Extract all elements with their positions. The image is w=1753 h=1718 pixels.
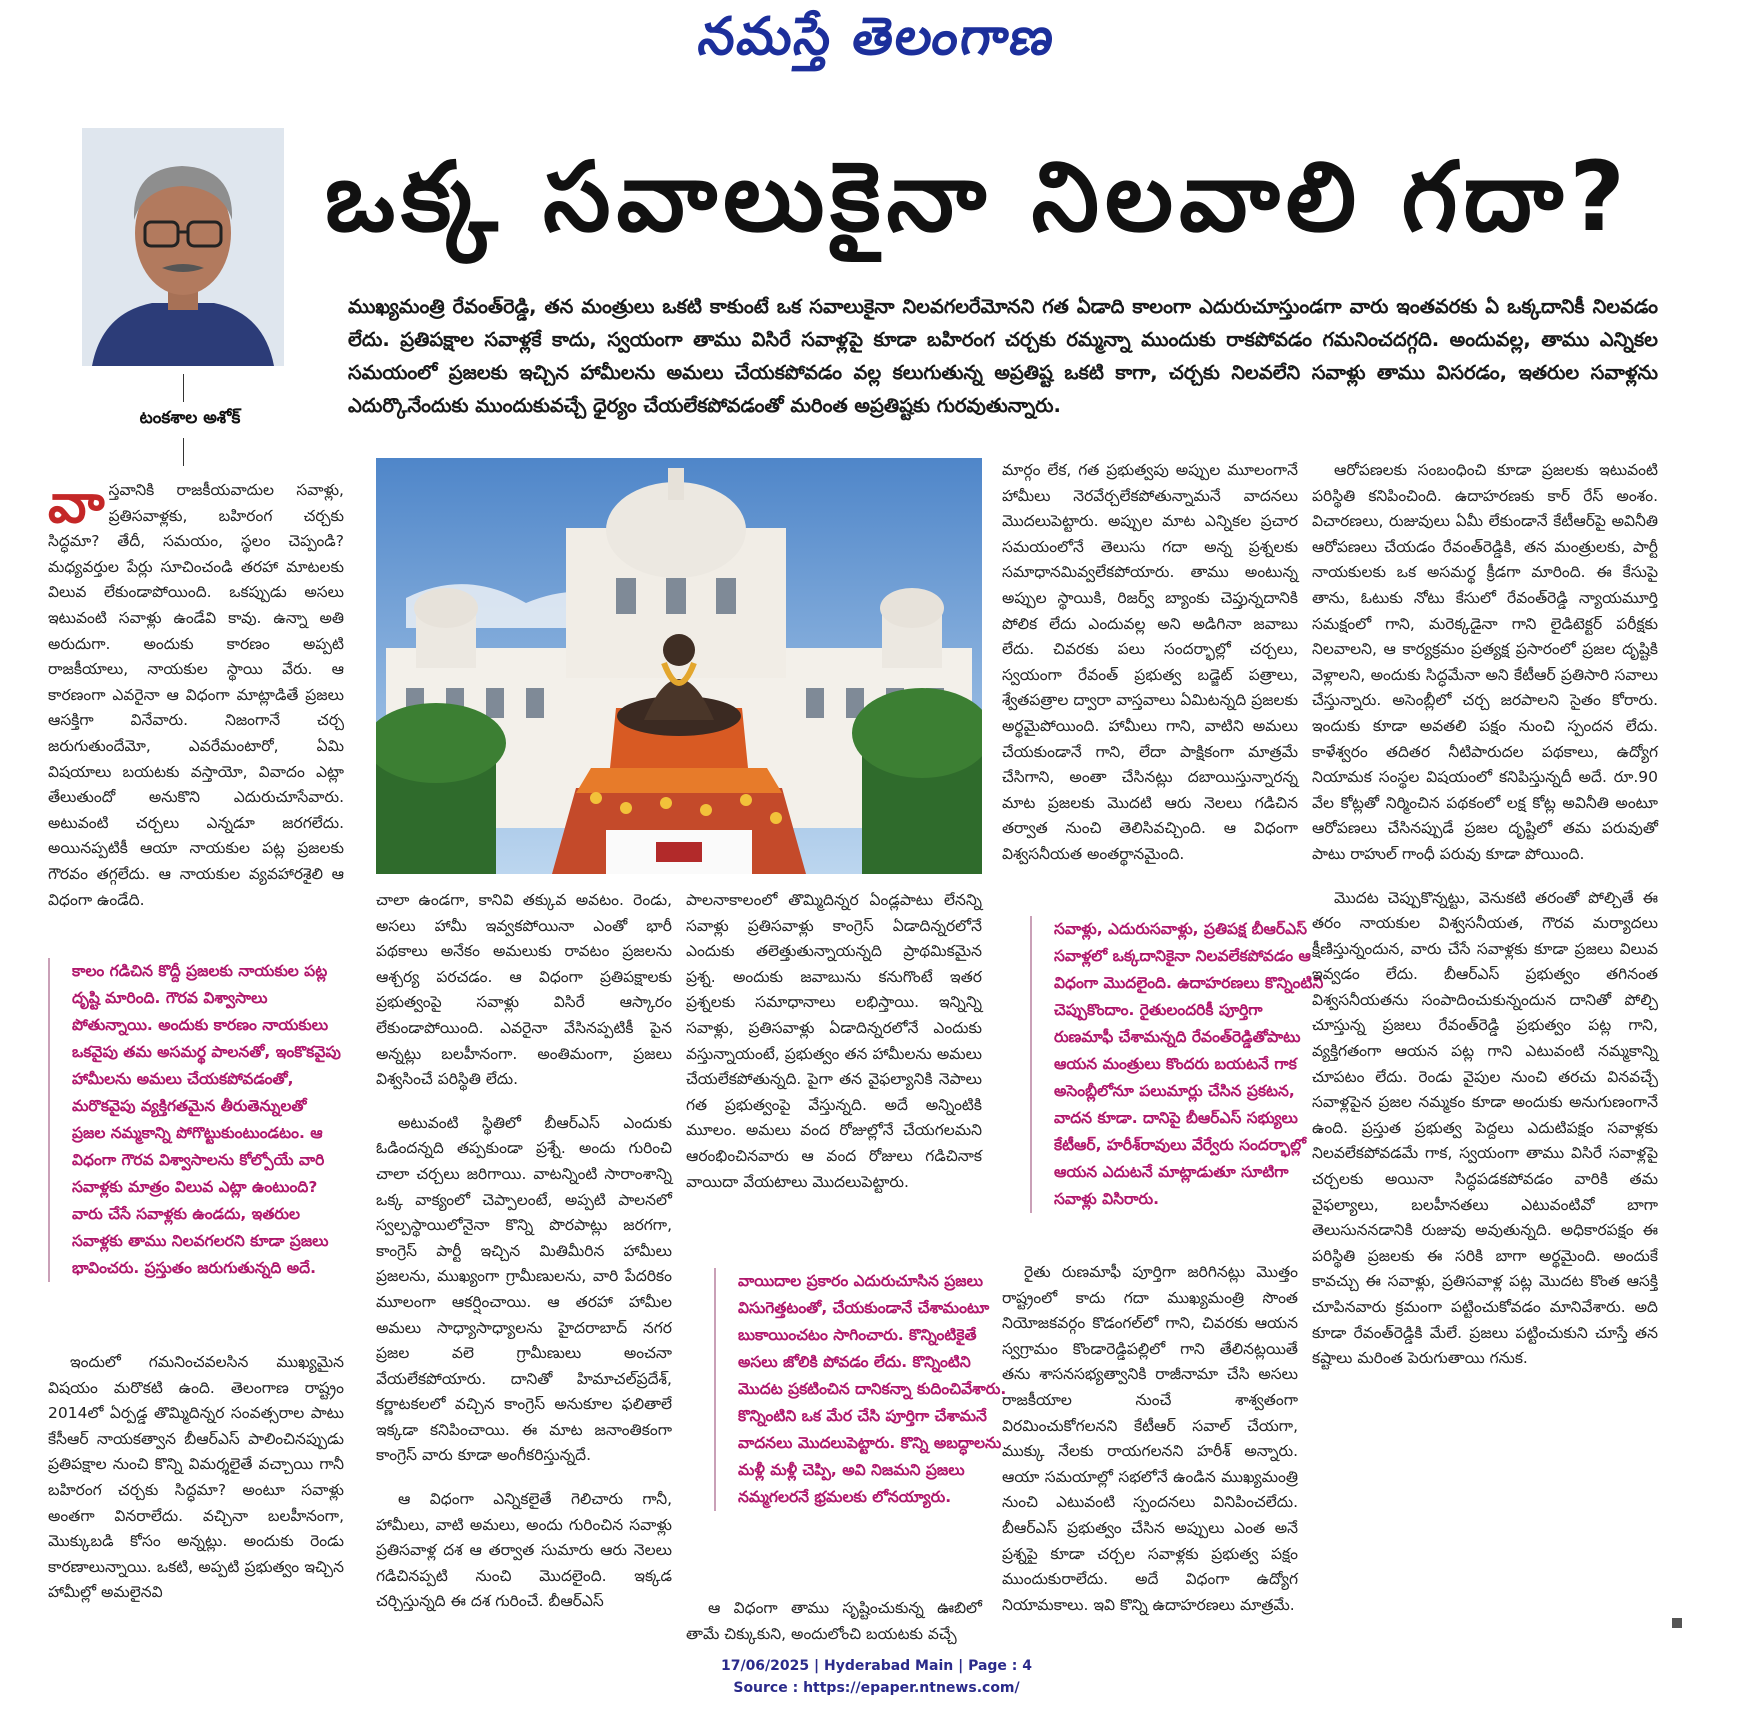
col1-paragraph-2: ఇందులో గమనించవలసిన ముఖ్యమైన విషయం మరొకటి ఉంది. తెలంగాణ రాష్ట్రం 2014లో ఏర్పడ్డ తొమ్మిదిన్నర సంవత్సరాల పాటు కేసీఆర్ నాయకత్వాన బీఆర్‌ఎస్ పాలించినప్పుడు ప్రతిపక్షాల నుంచి కొన్ని విమర్శలైతే వచ్చాయి గానీ బహిరంగ చర్చకు సిద్ధమా? అంటూ సవాళ్లు అంతగా వినరాలేదు. వచ్చినా బలహీనంగా, మొక్కుబడి కోసం అన్నట్లు. అందుకు రెండు కారణాలున్నాయి. ఒకటి, అప్పటి ప్రభుత్వం ఇచ్చిన హామీల్లో అమలైనవి	[48, 1353, 344, 1602]
intro-paragraph: ముఖ్యమంత్రి రేవంత్‌రెడ్డి, తన మంత్రులు ఒకటి కాకుంటే ఒక సవాలుకైనా నిలవగలరేమోనని గత ఏడాది కాలంగా ఎదురుచూస్తుండగా వారు ఇంతవరకు ఏ ఒక్కదానికీ నిలవడం లేదు. ప్రతిపక్షాల సవాళ్లకే కాదు, స్వయంగా తాము విసిరే సవాళ్లపై కూడా బహిరంగ చర్చకు రమ్మన్నా ముందుకు రాకపోవడం గమనించదగ్గది. అందువల్ల, తాము ఎన్నికల సమయంలో ప్రజలకు ఇచ్చిన హామీలను అమలు చేయకపోవడం వల్ల కలుగుతున్న అప్రతిష్ట ఒకటి కాగా, చర్చకు నిలవలేని సవాళ్లు తాము విసరడం, ఇతరుల సవాళ్లను ఎదుర్కొనేందుకు ముందుకువచ్చే ధైర్యం చేయలేకపోవడంతో మరింత అప్రతిష్టకు గురవుతున్నారు.	[348, 295, 1658, 417]
col2-paragraph-3: ఆ విధంగా ఎన్నికలైతే గెలిచారు గానీ, హామీలు, వాటి అమలు, అందు గురించిన సవాళ్లు ప్రతిసవాళ్ల దశ ఆ తర్వాత సుమారు ఆరు నెలలు గడిచినప్పటి నుంచి మొదలైంది. ఇక్కడ చర్చిస్తున్నది ఈ దశ గురించే. బీఆర్‌ఎస్	[376, 1490, 672, 1611]
column-1	[48, 472, 344, 931]
author-byline: టంకశాల అశోక్	[139, 408, 241, 428]
author-portrait-illustration	[82, 128, 284, 366]
col3-paragraph-1: పాలనాకాలంలో తొమ్మిదిన్నర ఏండ్లపాటు లేనన్ని సవాళ్లు ప్రతిసవాళ్లు కాంగ్రెస్ ఏడాదిన్నరలోనే ఎందుకు తలెత్తుతున్నాయన్నది ప్రాథమికమైన ప్రశ్న. అందుకు జవాబును కనుగొంటే ఇతర ప్రశ్నలకు సమాధానాలు లభిస్తాయి. ఇన్నిన్ని సవాళ్లు, ప్రతిసవాళ్లు ఏడాదిన్నరలోనే ఎందుకు వస్తున్నాయంటే, ప్రభుత్వం తన హామీలను అమలు చేయలేకపోతున్నది. పైగా తన వైఫల్యానికి నెపాలు గత ప్రభుత్వంపై వేస్తున్నది. అదే అన్నింటికి మూలం. అమలు వంద రోజుల్లోనే చేయగలమని ఆరంభించినవారు ఆ వంద రోజులు గడిచినాక వాయిదా వేయటాలు మొదలుపెట్టారు.	[686, 891, 982, 1191]
drop-cap: వా	[48, 472, 105, 535]
pull-quote-4: సవాళ్లు, ఎదురుసవాళ్లు, ప్రతిపక్ష బీఆర్‌ఎస్ సవాళ్లలో ఒక్కదానికైనా నిలవలేకపోవడం ఆ విధంగా మొదలైంది. ఉదాహరణలు కొన్నింటిని చెప్పుకొందాం. రైతులందరికీ పూర్తిగా రుణమాఫీ చేశామన్నది రేవంత్‌రెడ్డితోపాటు ఆయన మంత్రులు కొందరు బయటనే గాక అసెంబ్లీలోనూ పలుమార్లు చేసిన ప్రకటన, వాదన కూడా. దానిపై బీఆర్‌ఎస్ సభ్యులు కేటీఆర్, హరీశ్‌రావులు వేర్వేరు సందర్భాల్లో ఆయన ఎదుటనే మాట్లాడుతూ సూటిగా సవాళ్లు విసిరారు.	[1030, 916, 1324, 1213]
column-2	[376, 888, 672, 1633]
masthead	[0, 0, 1753, 82]
masthead-title: నమస్తే తెలంగాణ	[694, 6, 1061, 67]
pull-quote-3: వాయిదాల ప్రకారం ఎదురుచూసిన ప్రజలు విసుగెత్తటంతో, చేయకుండానే చేశామంటూ బుకాయించటం సాగించారు. కొన్నింటికైతే అసలు జోలికి పోవడం లేదు. కొన్నింటిని మొదట ప్రకటించిన దానికన్నా కుదించివేశారు. కొన్నింటిని ఒక మేర చేసి పూర్తిగా చేశామనే వాదనలు మొదలుపెట్టారు. కొన్ని అబద్ధాలను మళ్లీ మళ్లీ చెప్పి, అవి నిజమని ప్రజలు నమ్మగలరనే భ్రమలకు లోనయ్యారు.	[714, 1268, 1008, 1511]
author-photo	[82, 128, 284, 366]
column-1-continued	[48, 1350, 344, 1624]
col5-paragraph-2: మొదట చెప్పుకొన్నట్టు, వెనుకటి తరంతో పోల్చితే ఈ తరం నాయకుల విశ్వసనీయత, గౌరవ మర్యాదలు క్షీణిస్తున్నందున, వారు చేసే సవాళ్లకు కూడా ప్రజలు విలువ ఇవ్వడం లేదు. బీఆర్‌ఎస్ ప్రభుత్వం తగినంత విశ్వసనీయతను సంపాదించుకున్నందున దానితో పోల్చి చూస్తున్న ప్రజలు రేవంత్‌రెడ్డి ప్రభుత్వం పట్ల గాని, వ్యక్తిగతంగా ఆయన పట్ల గాని ఎటువంటి నమ్మకాన్ని చూపటం లేదు. రెండు వైపుల నుంచి తరచు వినవచ్చే సవాళ్లపైన ప్రజల నమ్మకం కూడా అందుకు అనుగుణంగానే ఉంది. ప్రస్తుత ప్రభుత్వ పెద్దలు ఎదుటిపక్షం సవాళ్లకు నిలవలేకపోవడమే గాక, స్వయంగా తాము విసిరే సవాళ్లపై చర్చలకు అయినా సిద్ధపడకపోవడం వారికి తమ వైఫల్యాలు, బలహీనతలు ఎటువంటివో బాగా తెలుసుననడానికి రుజువు అవుతున్నది. అధికారపక్షం ఈ పరిస్థితి ప్రజలకు ఈ సరికి బాగా అర్థమైంది. అందుకే కావచ్చు ఈ సవాళ్లు, ప్రతిసవాళ్ల పట్ల మొదట కొంత ఆసక్తి చూపినవారు క్రమంగా పట్టించుకోవడం మానివేశారు. అది కూడా రేవంత్‌రెడ్డికి మేలే. ప్రజలు పట్టించుకుని చూస్తే తన కష్టాలు మరింత పెరుగుతాయి గనుక.	[1312, 888, 1658, 1368]
col4-paragraph-2: రైతు రుణమాఫీ పూర్తిగా జరిగినట్లు మొత్తం రాష్ట్రంలో కాదు గదా ముఖ్యమంత్రి సొంత నియోజకవర్గం కొడంగల్‌లో గాని, చివరకు ఆయన స్వగ్రామం కొండారెడ్డిపల్లిలో గాని తేలినట్లయితే తను శాసనసభ్యత్వానికి రాజీనామా చేసి అసలు రాజకీయాల నుంచే శాశ్వతంగా విరమించుకోగలనని కేటీఆర్ సవాల్ చేయగా, ముక్కు నేలకు రాయగలనని హరీశ్ అన్నారు. ఆయా సమయాల్లో సభలోనే ఉండిన ముఖ్యమంత్రి నుంచి ఎటువంటి స్పందనలు వినిపించలేదు. బీఆర్‌ఎస్ ప్రభుత్వం చేసిన అప్పులు ఎంత అనే ప్రశ్నపై కూడా చర్చల సవాళ్లకు ప్రభుత్వ పక్షం ముందుకురాలేదు. అదే విధంగా ఉద్యోగ నియామకాలు. ఇవి కొన్ని ఉదాహరణలు మాత్రమే.	[1002, 1263, 1298, 1614]
page-footer	[0, 1655, 1753, 1699]
assembly-gandhi-photo	[376, 458, 982, 874]
pull-quote-1: కాలం గడిచిన కొద్దీ ప్రజలకు నాయకుల పట్ల దృష్టి మారింది. గౌరవ విశ్వాసాలు పోతున్నాయి. అందుకు కారణం నాయకులు ఒకవైపు తమ అసమర్థ పాలనతో, ఇంకొకవైపు హామీలను అమలు చేయకపోవడంతో, మరొకవైపు వ్యక్తిగతమైన తీరుతెన్నులతో ప్రజల నమ్మకాన్ని పోగొట్టుకుంటుండటం. ఆ విధంగా గౌరవ విశ్వాసాలను కోల్పోయే వారి సవాళ్లకు మాత్రం విలువ ఎట్లా ఉంటుంది? వారు చేసే సవాళ్లకు ఉండదు, ఇతరుల సవాళ్లకు తాము నిలవగలరని కూడా ప్రజలు భావించరు. ప్రస్తుతం జరుగుతున్నది అదే.	[48, 958, 342, 1282]
column-5	[1312, 458, 1658, 1390]
footer-date-edition: 17/06/2025 | Hyderabad Main | Page : 4	[720, 1658, 1033, 1674]
byline-rule-bottom	[183, 438, 184, 466]
col3-paragraph-2: ఆ విధంగా తాము సృష్టించుకున్న ఊబిలో తామే చిక్కుకుని, అందులోంచి బయటకు వచ్చే	[686, 1599, 982, 1643]
col4-paragraph-1: మార్గం లేక, గత ప్రభుత్వపు అప్పుల మూలంగానే హామీలు నెరవేర్చలేకపోతున్నామనే వాదనలు మొదలుపెట్టారు. అప్పుల మాట ఎన్నికల ప్రచార సమయంలోనే తెలుసు గదా అన్న ప్రశ్నలకు సమాధానమివ్వలేకపోయారు. తాము అంటున్న అప్పుల స్థాయికి, రిజర్వ్ బ్యాంకు చెప్తున్నదానికి పోలిక లేదు ఎందువల్ల అని అడిగినా జవాబు లేదు. చివరకు పలు సందర్భాల్లో చర్చలు, స్వయంగా రేవంత్ ప్రభుత్వ బడ్జెట్ పత్రాలు, శ్వేతపత్రాల ద్వారా వాస్తవాలు ఏమిటన్నది ప్రజలకు అర్థమైపోయింది. హామీలు గాని, వాటిని అమలు చేయకుండానే గాని, లేదా పాక్షికంగా మాత్రమే చేసిగాని, అంతా చేసినట్లు దబాయిస్తున్నారన్న మాట ప్రజలకు మొదటి ఆరు నెలలు గడిచిన తర్వాత నుంచి తెలిసివచ్చింది. ఆ విధంగా విశ్వసనీయత అంతర్థానమైంది.	[1002, 461, 1298, 863]
end-mark	[1672, 1618, 1682, 1628]
column-4-continued	[1002, 1260, 1298, 1636]
byline-rule-top	[183, 374, 184, 402]
col5-paragraph-1: ఆరోపణలకు సంబంధించి కూడా ప్రజలకు ఇటువంటి పరిస్థితి కనిపించింది. ఉదాహరణకు కార్ రేస్ అంశం. విచారణలు, రుజువులు ఏమీ లేకుండానే కేటీఆర్‌పై అవినీతి ఆరోపణలు చేయడం రేవంత్‌రెడ్డికి, తన మంత్రులకు, పార్టీ నాయకులకు ఒక అసమర్థ క్రీడగా మారింది. ఈ కేసుపై తాను, ఓటుకు నోటు కేసులో రేవంత్‌రెడ్డి న్యాయమూర్తి సమక్షంలో గాని, మరెక్కడైనా గాని లైడిటెక్టర్ పరీక్షకు నిలవాలని, ఆ కార్యక్రమం ప్రత్యక్ష ప్రసారంలో ప్రజల దృష్టికి వెళ్లాలని, అందుకు సిద్ధమేనా అని కేటీఆర్ ప్రతిసారి సవాలు చేస్తున్నారు. అసెంబ్లీలో చర్చ జరపాలని సైతం కోరారు. ఇందుకు కూడా అవతలి పక్షం నుంచి స్పందన లేదు. కాళేశ్వరం తదితర నీటిపారుదల పథకాలు, ఉద్యోగ నియామక సంస్థల విషయంలో కనిపిస్తున్నదీ అదే. రూ.90 వేల కోట్లతో నిర్మించిన పథకంలో లక్ష కోట్ల అవినీతి అంటూ ఆరోపణలు చేసినప్పుడే ప్రజల దృష్టిలో తమ పరువుతో పాటు రాహుల్ గాంధీ పరువు కూడా పోయింది.	[1312, 461, 1658, 863]
footer-source[interactable]: Source : https://epaper.ntnews.com/	[733, 1680, 1020, 1696]
col2-paragraph-1: చాలా ఉండగా, కానివి తక్కువ అవటం. రెండు, అసలు హామీ ఇవ్వకపోయినా ఎంతో భారీ పథకాలు అనేకం అమలుకు రావటం ప్రజలను ఆశ్చర్య పరచడం. ఆ విధంగా ప్రతిపక్షాలకు ప్రభుత్వంపై సవాళ్లు విసిరే ఆస్కారం లేకుండాపోయింది. ఎవరైనా వేసినప్పటికీ పైన అన్నట్లు బలహీనంగా. అంతిమంగా, ప్రజలు విశ్వసించే పరిస్థితి లేదు.	[376, 891, 672, 1089]
col2-paragraph-2: అటువంటి స్థితిలో బీఆర్‌ఎస్ ఎందుకు ఓడిందన్నది తప్పకుండా ప్రశ్నే. అందు గురించి చాలా చర్చలు జరిగాయి. వాటన్నింటి సారాంశాన్ని ఒక్క వాక్యంలో చెప్పాలంటే, అప్పటి పాలనలో స్వల్పస్థాయిలోనైనా కొన్ని పొరపాట్లు జరగగా, కాంగ్రెస్ పార్టీ ఇచ్చిన మితిమీరిన హామీలు ప్రజలను, ముఖ్యంగా గ్రామీణులను, వారి పేదరికం మూలంగా ఆకర్షించాయి. ఆ తరహా హామీల అమలు సాధ్యాసాధ్యాలను హైదరాబాద్ నగర ప్రజల వలె గ్రామీణులు అంచనా వేయలేకపోయారు. దానితో హిమాచల్‌ప్రదేశ్, కర్ణాటకలలో వచ్చిన కాంగ్రెస్ అనుకూల ఫలితాలే ఇక్కడా కనిపించాయి. ఈ మాట జనాంతికంగా కాంగ్రెస్ వారు కూడా అంగీకరిస్తున్నదే.	[376, 1113, 672, 1465]
gandhi-statue-image	[376, 458, 982, 874]
headline: ఒక్క సవాలుకైనా నిలవాలి గదా?	[325, 141, 1631, 253]
column-4	[1002, 458, 1298, 886]
column-3	[686, 888, 982, 1213]
col1-paragraph-1: వాస్తవానికి రాజకీయవాదుల సవాళ్లు, ప్రతిసవాళ్లకు, బహిరంగ చర్చకు సిద్ధమా? తేదీ, సమయం, స్థలం చెప్పండి? మధ్యవర్తుల పేర్లు సూచించండి తరహా మాటలకు విలువ లేకుండాపోయింది. ఒకప్పుడు అసలు ఇటువంటి సవాళ్లు ఉండేవి కావు. ఉన్నా అతి అరుదుగా. అందుకు కారణం అప్పటి రాజకీయాలు, నాయకుల స్థాయి వేరు. ఆ కారణంగా ఎవరైనా ఆ విధంగా మాట్లాడితే ప్రజలు ఆసక్తిగా వినేవారు. నిజంగానే చర్చ జరుగుతుందేమో, ఎవరేమంటారో, ఏమి విషయాలు బయటకు వస్తాయో, వివాదం ఎట్లా తేలుతుందో అనుకొని ఎదురుచూసేవారు. అటువంటి చర్చలు ఎన్నడూ జరగలేదు. అయినప్పటికీ ఆయా నాయకుల పట్ల ప్రజలకు గౌరవం తగ్గలేదు. ఆ నాయకుల వ్యవహారశైలి ఆ విధంగా ఉండేది.	[48, 472, 344, 909]
